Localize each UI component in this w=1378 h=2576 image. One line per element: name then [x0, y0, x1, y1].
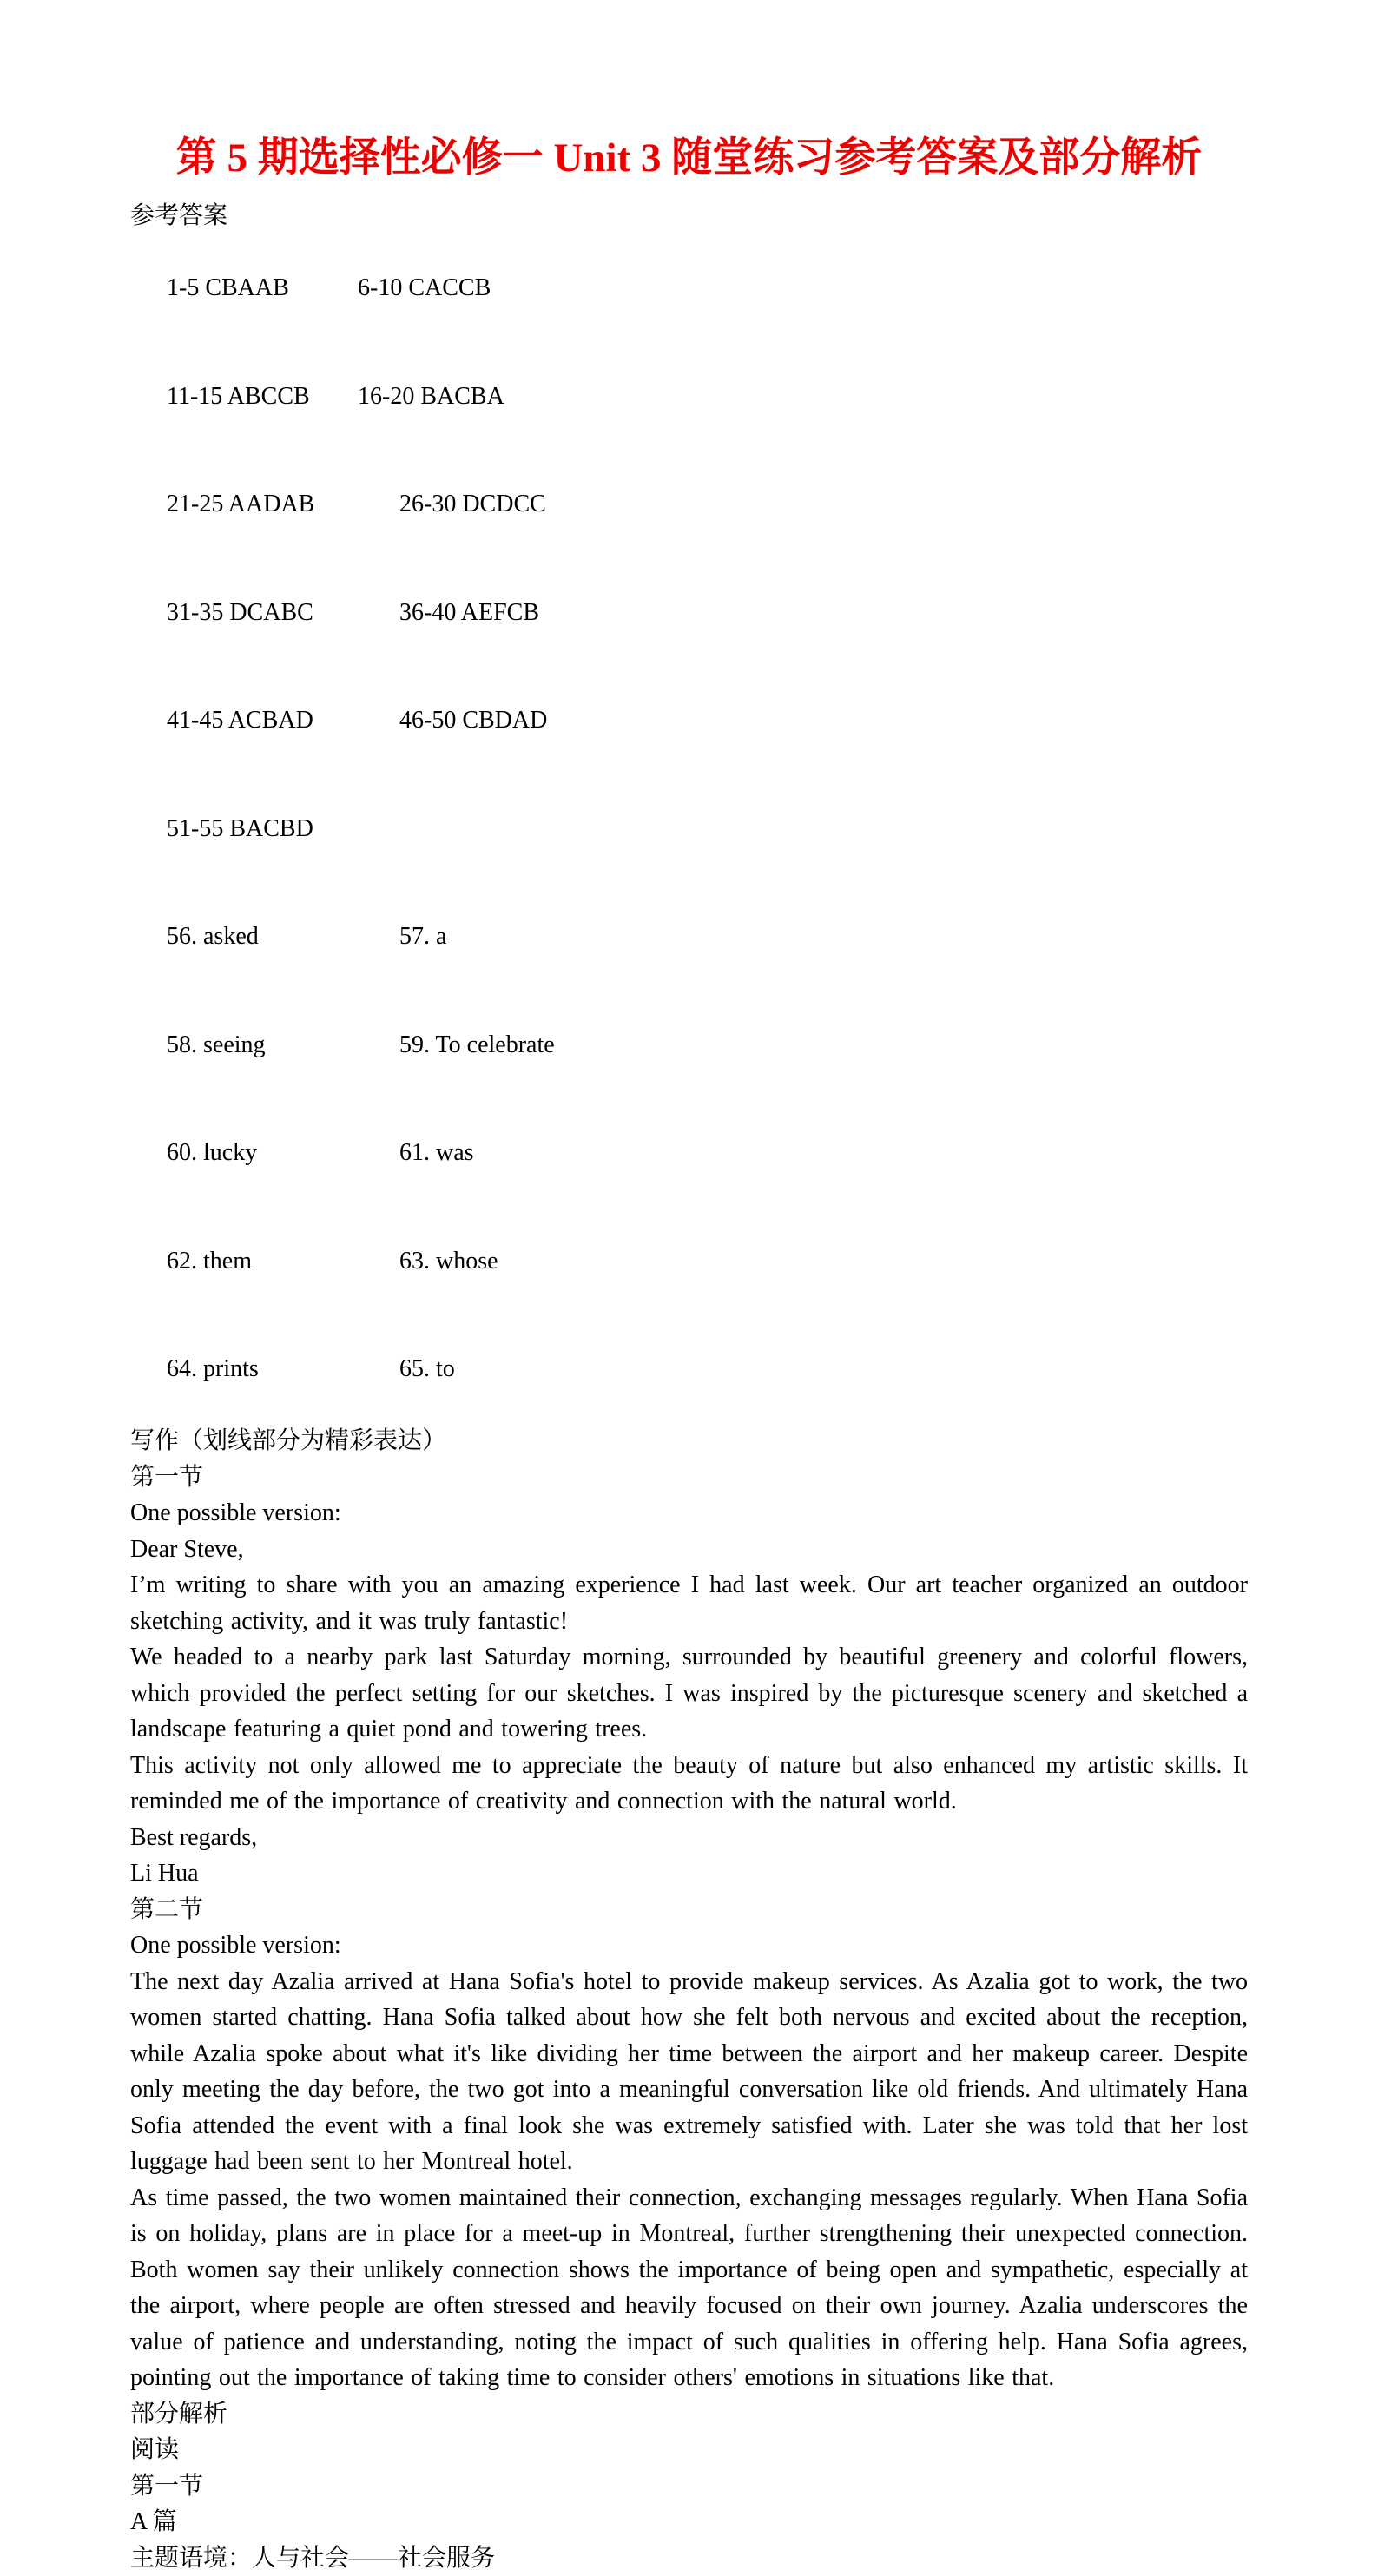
- document-body: [130, 198, 1248, 2576]
- mc-answers-left: 21-25 AADAB: [167, 486, 399, 523]
- fill-answer-left: 62. them: [167, 1243, 399, 1280]
- mc-answer-row: [130, 558, 1248, 667]
- fill-answer-left: 56. asked: [167, 919, 399, 955]
- letter-signature: Li Hua: [130, 1855, 1248, 1892]
- mc-answer-row: [130, 667, 1248, 775]
- writing-part2-label: 第二节: [130, 1892, 1248, 1928]
- writing-part1-version-label: One possible version:: [130, 1495, 1248, 1532]
- page-title: 第 5 期选择性必修一 Unit 3 随堂练习参考答案及部分解析: [130, 128, 1248, 188]
- analysis-heading: 部分解析: [130, 2396, 1248, 2433]
- analysis-section-label: 第一节: [130, 2468, 1248, 2505]
- fill-answer-right: 63. whose: [399, 1248, 498, 1275]
- letter-paragraph: We headed to a nearby park last Saturday morning, surrounded by beautiful greenery and colorful flowers, which provided the perfect setting for our sketches. I was inspired by the picturesque scenery and sketched a landscape featuring a quiet pond and towering trees.: [130, 1639, 1248, 1748]
- letter-paragraph: This activity not only allowed me to appreciate the beauty of nature but also enhanced my artistic skills. It reminded me of the importance of creativity and connection with the natural world.: [130, 1748, 1248, 1820]
- analysis-theme: 主题语境：人与社会——社会服务: [130, 2540, 1248, 2576]
- mc-answers-right: 16-20 BACBA: [358, 383, 504, 410]
- analysis-passage-label: A 篇: [130, 2504, 1248, 2540]
- mc-answers-left: 11-15 ABCCB: [167, 379, 358, 415]
- mc-answers-left: 51-55 BACBD: [167, 811, 399, 847]
- mc-answer-row: [130, 234, 1248, 343]
- writing-part1-label: 第一节: [130, 1459, 1248, 1496]
- letter-paragraph: I’m writing to share with you an amazing experience I had last week. Our art teacher organized an outdoor sketching activity, and it was truly fantastic!: [130, 1567, 1248, 1639]
- fill-answer-row: [130, 1207, 1248, 1315]
- fill-answer-right: 61. was: [399, 1139, 474, 1166]
- mc-answers-left: 31-35 DCABC: [167, 595, 399, 631]
- fill-answer-left: 58. seeing: [167, 1027, 399, 1064]
- fill-answer-row: [130, 883, 1248, 992]
- fill-answer-right: 59. To celebrate: [399, 1031, 555, 1058]
- fill-answer-row: [130, 1099, 1248, 1208]
- story-paragraph: As time passed, the two women maintained their connection, exchanging messages regularly. When Hana Sofia is on holiday, plans are in place for a meet-up in Montreal, further strengthening their unexpected connection. Both women say their unlikely connection shows the importance of being open and sympathetic, especially at the airport, where people are often stressed and heavily focused on their own journey. Azalia underscores the value of patience and understanding, noting the impact of such qualities in offering help. Hana Sofia agrees, pointing out the importance of taking time to consider others' emotions in situations like that.: [130, 2180, 1248, 2396]
- letter-closing: Best regards,: [130, 1820, 1248, 1856]
- fill-answer-right: 65. to: [399, 1355, 455, 1382]
- mc-answers-right: 46-50 CBDAD: [399, 707, 547, 734]
- mc-answers-left: 41-45 ACBAD: [167, 702, 399, 739]
- mc-answers-left: 1-5 CBAAB: [167, 270, 358, 306]
- writing-part2-version-label: One possible version:: [130, 1927, 1248, 1964]
- fill-answer-right: 57. a: [399, 923, 446, 950]
- answer-key-heading: 参考答案: [130, 198, 1248, 234]
- writing-heading: 写作（划线部分为精彩表达）: [130, 1423, 1248, 1459]
- mc-answer-row: [130, 451, 1248, 559]
- mc-answer-row: [130, 342, 1248, 451]
- story-paragraph: The next day Azalia arrived at Hana Sofia's hotel to provide makeup services. As Azalia got to work, the two women started chatting. Hana Sofia talked about how she felt both nervous and excited about the reception, while Azalia spoke about what it's like dividing her time between the airport and her makeup career. Despite only meeting the day before, the two got into a meaningful conversation like old friends. And ultimately Hana Sofia attended the event with a final look she was extremely satisfied with. Later she was told that her lost luggage had been sent to her Montreal hotel.: [130, 1964, 1248, 2180]
- mc-answers-right: 36-40 AEFCB: [399, 599, 539, 626]
- letter-salutation: Dear Steve,: [130, 1532, 1248, 1568]
- fill-answer-row: [130, 1315, 1248, 1424]
- mc-answer-row: [130, 774, 1248, 883]
- fill-answer-left: 64. prints: [167, 1351, 399, 1387]
- mc-answers-right: 26-30 DCDCC: [399, 491, 546, 517]
- mc-answers-right: 6-10 CACCB: [358, 274, 491, 301]
- fill-answer-left: 60. lucky: [167, 1135, 399, 1171]
- analysis-reading-label: 阅读: [130, 2432, 1248, 2468]
- fill-answer-row: [130, 991, 1248, 1099]
